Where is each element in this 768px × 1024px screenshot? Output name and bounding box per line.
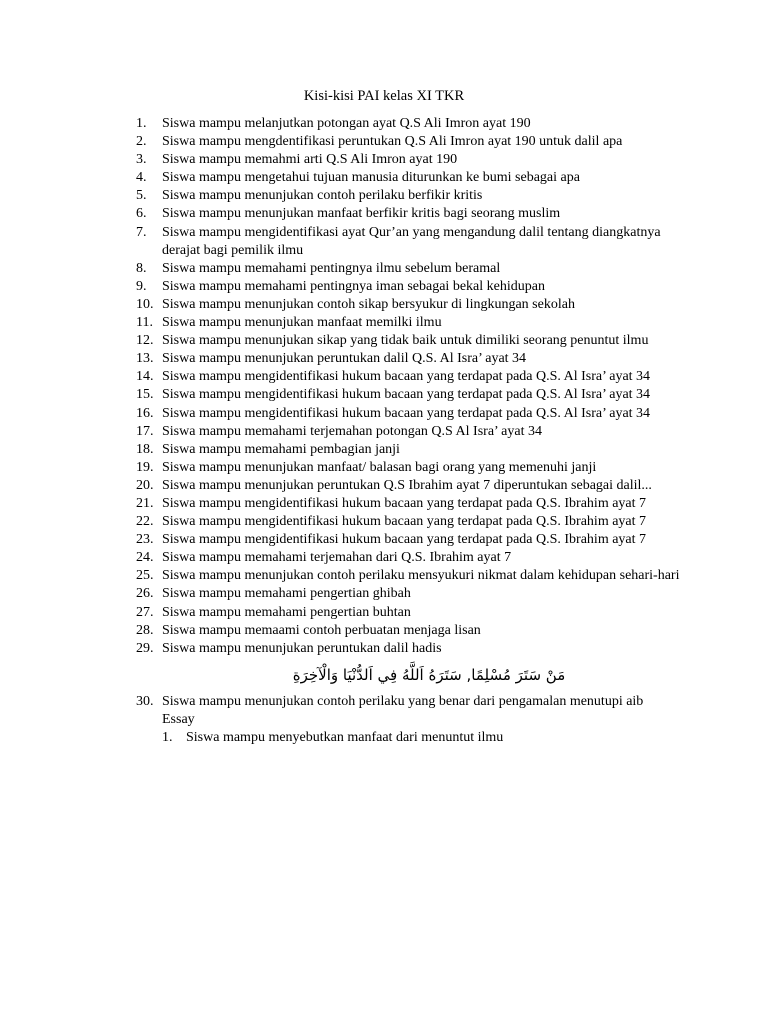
essay-item-number: 1. — [162, 730, 173, 745]
list-item-text: Siswa mampu mengdentifikasi peruntukan Q.S Ali Imron ayat 190 untuk dalil apa — [162, 134, 623, 150]
list-item-text: Siswa mampu menunjukan peruntukan Q.S Ibrahim ayat 7 diperuntukan sebagai dalil... — [162, 477, 652, 493]
list-item — [136, 441, 696, 459]
list-item-number: 2. — [136, 134, 147, 150]
list-item-text: Siswa mampu memahami terjemahan potongan Q.S Al Isra’ ayat 34 — [162, 423, 542, 439]
list-item — [136, 332, 696, 350]
page-title: Kisi-kisi PAI kelas XI TKR — [303, 88, 465, 104]
list-item — [136, 423, 696, 441]
list-item-number: 9. — [136, 278, 147, 294]
list-item-number: 6. — [136, 206, 147, 222]
list-item-number: 19. — [136, 459, 154, 475]
list-item-number: 1. — [136, 116, 147, 131]
list-item-text: Siswa mampu mengidentifikasi hukum bacaan yang terdapat pada Q.S. Al Isra’ ayat 34 — [162, 387, 651, 403]
list-item-text: Siswa mampu mengidentifikasi hukum bacaan yang terdapat pada Q.S. Al Isra’ ayat 34 — [162, 369, 651, 385]
essay-item-text: Siswa mampu menyebutkan manfaat dari menuntut ilmu — [186, 730, 504, 745]
list-item — [136, 151, 696, 169]
essay-item-wrapper — [136, 729, 696, 747]
list-item — [136, 260, 696, 278]
list-item-text: Siswa mampu mengetahui tujuan manusia diturunkan ke bumi sebagai apa — [162, 170, 580, 186]
list-item — [136, 549, 696, 567]
list-item-number: 25. — [136, 568, 154, 584]
list-item — [136, 386, 696, 404]
list-item-text: Siswa mampu menunjukan contoh perilaku berfikir kritis — [162, 188, 483, 204]
list-item-number: 7. — [136, 224, 147, 240]
list-item-number: 20. — [136, 477, 154, 493]
list-item — [136, 693, 696, 711]
list-item — [136, 495, 696, 513]
list-item-number: 13. — [136, 351, 154, 367]
list-item — [136, 622, 696, 640]
list-item — [136, 459, 696, 477]
list-item-number: 27. — [136, 604, 154, 620]
list-item-text: Siswa mampu menunjukan contoh perilaku mensyukuri nikmat dalam kehidupan sehari-hari — [162, 568, 680, 584]
essay-item — [162, 729, 696, 747]
list-item-number: 29. — [136, 640, 154, 656]
list-item-text: Siswa mampu memahami pengertian ghibah — [162, 586, 411, 602]
list-item-number: 30. — [136, 693, 154, 709]
list-item-text: Siswa mampu memahami terjemahan dari Q.S. Ibrahim ayat 7 — [162, 550, 512, 566]
essay-heading: Essay — [162, 711, 195, 727]
list-item — [136, 169, 696, 187]
list-item — [136, 513, 696, 531]
list-item-number: 3. — [136, 152, 147, 168]
list-item — [136, 477, 696, 495]
list-item-text: Siswa mampu mengidentifikasi hukum bacaan yang terdapat pada Q.S. Ibrahim ayat 7 — [162, 514, 647, 530]
list-item-number: 28. — [136, 622, 154, 638]
list-item-text: Siswa mampu memahami pengertian buhtan — [162, 604, 411, 620]
list-item — [136, 585, 696, 603]
list-item-number: 11. — [136, 315, 153, 331]
list-item — [136, 278, 696, 296]
list-item-number: 15. — [136, 387, 154, 403]
list-item — [136, 314, 696, 332]
list-item-number: 16. — [136, 405, 154, 421]
list-item — [136, 368, 696, 386]
list-item-number: 10. — [136, 296, 154, 312]
list-item-number: 24. — [136, 550, 154, 566]
list-item-number: 12. — [136, 333, 154, 349]
list-item-number: 18. — [136, 441, 154, 457]
list-item-text: Siswa mampu memahmi arti Q.S Ali Imron ayat 190 — [162, 152, 458, 168]
list-item-number: 23. — [136, 532, 154, 548]
list-item-text: Siswa mampu mengidentifikasi hukum bacaan yang terdapat pada Q.S. Ibrahim ayat 7 — [162, 532, 647, 548]
list-item-text: Siswa mampu memahami pentingnya ilmu sebelum beramal — [162, 260, 501, 276]
list-item — [136, 604, 696, 622]
list-item-text: Siswa mampu menunjukan contoh perilaku yang benar dari pengamalan menutupi aib — [162, 693, 644, 709]
list-item — [136, 115, 696, 133]
list-item-number: 21. — [136, 495, 154, 511]
list-item-text: Siswa mampu menunjukan peruntukan dalil Q.S. Al Isra’ ayat 34 — [162, 351, 527, 367]
list-item-text: Siswa mampu mengidentifikasi hukum bacaan yang terdapat pada Q.S. Ibrahim ayat 7 — [162, 495, 647, 511]
list-item — [136, 133, 696, 151]
list-item-number: 17. — [136, 423, 154, 439]
list-item-text: Siswa mampu melanjutkan potongan ayat Q.S Ali Imron ayat 190 — [162, 116, 531, 131]
list-item-text: Siswa mampu menunjukan manfaat/ balasan bagi orang yang memenuhi janji — [162, 459, 597, 475]
list-item — [136, 640, 696, 658]
list-item — [136, 531, 696, 549]
list-item-text: Siswa mampu mengidentifikasi ayat Qur’an yang mengandung dalil tentang diangkatnya derajat bagi pemilik ilmu — [162, 224, 661, 258]
list-item-number: 26. — [136, 586, 154, 602]
list-item — [136, 224, 696, 260]
list-item — [136, 296, 696, 314]
list-item-text: Siswa mampu menunjukan sikap yang tidak baik untuk dimiliki seorang penuntut ilmu — [162, 333, 649, 349]
list-item-text: Siswa mampu menunjukan manfaat berfikir kritis bagi seorang muslim — [162, 206, 561, 222]
list-item-number: 5. — [136, 188, 147, 204]
kisi-kisi-list — [136, 115, 696, 747]
list-item — [136, 350, 696, 368]
list-item-text: Siswa mampu mengidentifikasi hukum bacaan yang terdapat pada Q.S. Al Isra’ ayat 34 — [162, 405, 651, 421]
list-item — [136, 405, 696, 423]
list-item-number: 22. — [136, 514, 154, 530]
arabic-hadith-text: مَنْ سَتَرَ مُسْلِمًا, سَتَرَهُ اَللَّهُ فِي اَلدُّنْيَا وَالْآخِرَةِ — [292, 665, 566, 684]
list-item-number: 8. — [136, 260, 147, 276]
list-item — [136, 187, 696, 205]
list-item-text: Siswa mampu menunjukan contoh sikap bersyukur di lingkungan sekolah — [162, 296, 575, 312]
list-item-text: Siswa mampu memaami contoh perbuatan menjaga lisan — [162, 622, 481, 638]
list-item-text: Siswa mampu memahami pentingnya iman sebagai bekal kehidupan — [162, 278, 545, 294]
list-item — [136, 567, 696, 585]
list-item-text: Siswa mampu menunjukan peruntukan dalil hadis — [162, 640, 442, 656]
list-item — [136, 205, 696, 223]
list-item-number: 4. — [136, 170, 147, 186]
list-item-text: Siswa mampu menunjukan manfaat memilki ilmu — [162, 315, 442, 331]
list-item-text: Siswa mampu memahami pembagian janji — [162, 441, 400, 457]
list-item-number: 14. — [136, 369, 154, 385]
